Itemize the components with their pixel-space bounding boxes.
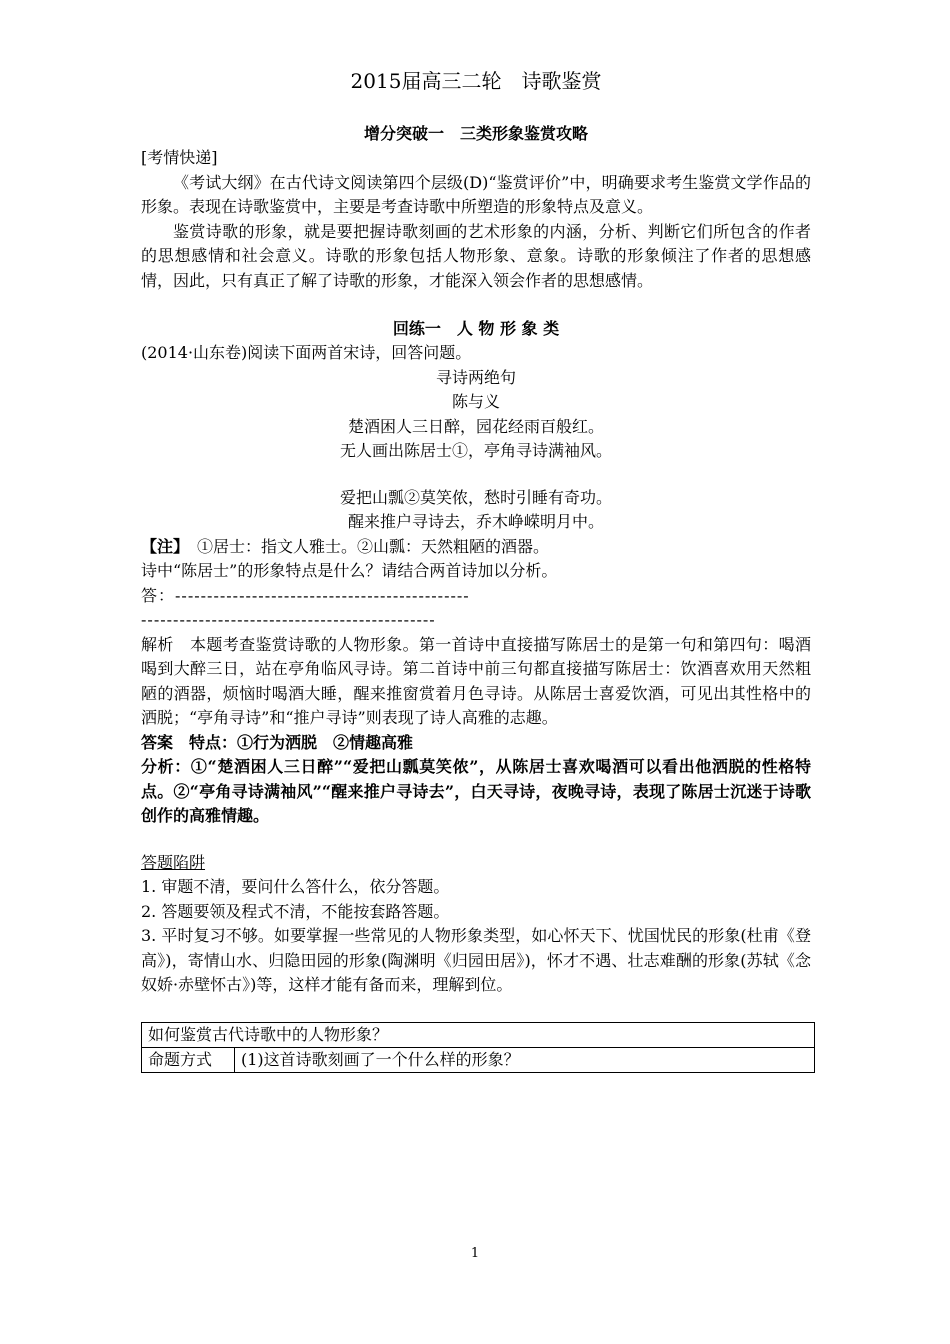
method-table bbox=[141, 1022, 815, 1073]
question-text: 诗中“陈居士”的形象特点是什么？请结合两首诗加以分析。 bbox=[141, 561, 558, 580]
pitfall-item: 2. 答题要领及程式不清，不能按套路答题。 bbox=[141, 901, 450, 921]
poem-line: 楚酒困人三日醉，园花经雨百般红。 bbox=[347, 416, 604, 436]
answer-key: 答案 特点：①行为洒脱 ②情趣高雅 bbox=[141, 732, 414, 752]
page-number: 1 bbox=[470, 1246, 480, 1261]
table-row-label: 命题方式 bbox=[142, 1047, 235, 1072]
question-intro: (2014·山东卷)阅读下面两首宋诗，回答问题。 bbox=[141, 343, 472, 362]
analysis-paragraph: 解析 本题考查鉴赏诗歌的人物形象。第一首诗中直接描写陈居士的是第一句和第四句：喝酒喝到大醉三日，站在亭角临风寻诗。第二首诗中前三句都直接描写陈居士：饮酒喜欢用天然粗陋的酒器，烦恼时喝酒大睡，醒来推窗赏着月色寻诗。从陈居士喜爱饮酒，可见出其性格中的洒脱；“亭角寻诗”和“推户寻诗”则表现了诗人高雅的志趣。 bbox=[141, 634, 811, 727]
answer-label: 答： bbox=[141, 585, 176, 605]
document-title: 2015届高三二轮 诗歌鉴赏 bbox=[350, 69, 602, 93]
answer-dashes: ---------------------------------------------- bbox=[175, 585, 470, 605]
poem-line: 醒来推户寻诗去，乔木峥嵘明月中。 bbox=[347, 512, 604, 531]
table-header: 如何鉴赏古代诗歌中的人物形象？ bbox=[142, 1022, 815, 1047]
pitfalls-label: 答题陷阱 bbox=[141, 852, 206, 872]
answer-analysis: 分析：①“楚酒困人三日醉”“爱把山瓢莫笑侬”，从陈居士喜欢喝酒可以看出他洒脱的性格特点。②“亭角寻诗满袖风”“醒来推户寻诗去”，白天寻诗，夜晚寻诗，表现了陈居士沉迷于诗歌创作的高雅情趣。 bbox=[141, 757, 811, 825]
paragraph-image-appreciation: 鉴赏诗歌的形象，就是要把握诗歌刻画的艺术形象的内涵，分析、判断它们所包含的作者的思想感情和社会意义。诗歌的形象包括人物形象、意象。诗歌的形象倾注了作者的思想感情，因此，只有真正了解了诗歌的形象，才能深入领会作者的思想感情。 bbox=[141, 221, 811, 290]
note-text: ①居士：指文人雅士。②山瓢：天然粗陋的酒器。 bbox=[181, 536, 550, 556]
section-heading-1: 增分突破一 三类形象鉴赏攻略 bbox=[363, 124, 588, 143]
answer-dashes-2: ---------------------------------------------- bbox=[141, 610, 436, 629]
poem-title: 寻诗两绝句 bbox=[435, 367, 516, 387]
poem-note bbox=[141, 535, 811, 560]
section-heading-2: 回练一 人 物 形 象 类 bbox=[392, 319, 560, 338]
table-row bbox=[142, 1047, 815, 1072]
poem-author: 陈与义 bbox=[451, 392, 500, 411]
paragraph-exam-outline: 《考试大纲》在古代诗文阅读第四个层级(D)“鉴赏评价”中，明确要求考生鉴赏文学作品的形象。表现在诗歌鉴赏中，主要是考查诗歌中所塑造的形象特点及意义。 bbox=[141, 172, 811, 216]
section-label: [考情快递] bbox=[141, 148, 218, 167]
note-tag: 【注】 bbox=[141, 536, 182, 556]
answer-line bbox=[141, 584, 811, 609]
poem-line: 无人画出陈居士①，亭角寻诗满袖风。 bbox=[339, 441, 612, 460]
table-row-value: (1)这首诗歌刻画了一个什么样的形象？ bbox=[235, 1047, 815, 1072]
pitfall-item: 3. 平时复习不够。如要掌握一些常见的人物形象类型，如心怀天下、忧国忧民的形象(杜甫《登高》)，寄情山水、归隐田园的形象(陶渊明《归园田居》)，怀才不遇、壮志难酬的形象(苏轼《念奴娇·赤壁怀古》)等，这样才能有备而来，理解到位。 bbox=[141, 926, 811, 994]
pitfall-item: 1. 审题不清，要问什么答什么，依分答题。 bbox=[141, 877, 450, 896]
document-page bbox=[141, 66, 811, 1073]
poem-line: 爱把山瓢②莫笑侬，愁时引睡有奇功。 bbox=[339, 487, 612, 507]
